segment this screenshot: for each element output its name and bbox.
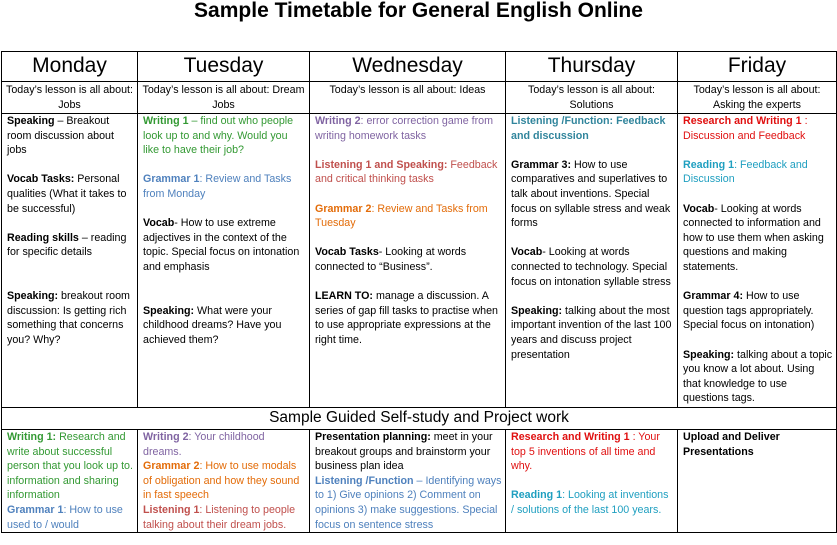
topic-wednesday: Today’s lesson is all about: Ideas xyxy=(310,82,506,114)
friday-vocab-text: - Looking at words connected to information and how to use them when asking questions and making statements. xyxy=(683,202,824,273)
monday-speaking-2-label: Speaking: xyxy=(7,290,59,303)
self-study-header-row xyxy=(2,408,837,430)
friday-vocab xyxy=(683,202,833,275)
page-title: Sample Timetable for General English Online xyxy=(194,0,643,22)
self-study-cell-wednesday xyxy=(310,430,506,533)
thursday-listening xyxy=(511,114,674,143)
ss-wednesday-presentation-text: meet in your breakout groups and brainstorm your business plan idea xyxy=(315,431,493,473)
friday-reading xyxy=(683,158,833,187)
tuesday-writing-label: Writing 1 xyxy=(143,115,189,127)
topic-monday: Today’s lesson is all about: Jobs xyxy=(2,82,138,114)
monday-reading-label: Reading skills xyxy=(7,231,79,244)
friday-grammar xyxy=(683,289,833,333)
friday-speaking xyxy=(683,348,833,406)
ss-tuesday-listening-text: : Listening to people talking about their dream jobs. xyxy=(143,503,296,531)
tuesday-writing xyxy=(143,114,306,158)
ss-thursday-research-text: : Your top 5 inventions of all time and why. xyxy=(511,431,660,473)
ss-monday-writing xyxy=(7,430,134,503)
monday-speaking-2 xyxy=(7,289,134,347)
ss-tuesday-writing-label: Writing 2 xyxy=(143,431,189,443)
wednesday-vocab-label: Vocab Tasks xyxy=(315,246,379,259)
tuesday-grammar-text: : Review and Tasks from Monday xyxy=(143,173,292,200)
monday-vocab-label: Vocab Tasks: xyxy=(7,173,75,186)
monday-vocab xyxy=(7,172,134,216)
thursday-speaking-text: talking about the most important invention of the last 100 years and discuss project presentation xyxy=(511,304,672,361)
thursday-vocab xyxy=(511,245,674,289)
topic-thursday: Today’s lesson is all about: Solutions xyxy=(506,82,678,114)
thursday-grammar-label: Grammar 3: xyxy=(511,158,571,171)
wednesday-writing xyxy=(315,114,502,143)
day-header-row xyxy=(2,52,837,82)
tuesday-vocab-text: - How to use extreme adjectives in the context of the topic. Special focus on intonation and emphasis xyxy=(143,217,300,273)
wednesday-learn-to-label: LEARN TO: xyxy=(315,290,373,303)
lesson-cell-wednesday xyxy=(310,114,506,408)
wednesday-writing-label: Writing 2 xyxy=(315,115,361,127)
wednesday-listening-text: Feedback and critical thinking tasks xyxy=(315,158,498,186)
ss-thursday-research xyxy=(511,430,674,474)
friday-speaking-label: Speaking: xyxy=(683,348,735,361)
lesson-cell-monday xyxy=(2,114,138,408)
ss-wednesday-listening-label: Listening /Function xyxy=(315,474,414,487)
day-header-thursday: Thursday xyxy=(506,52,678,82)
self-study-cell-thursday xyxy=(506,430,678,533)
monday-speaking-2-text: breakout room discussion: Is getting rich something that concerns you? Why? xyxy=(7,290,130,346)
thursday-speaking-label: Speaking: xyxy=(511,304,563,317)
wednesday-writing-text: : error correction game from writing homework tasks xyxy=(315,115,493,142)
wednesday-listening xyxy=(315,158,502,187)
ss-wednesday-presentation-label: Presentation planning: xyxy=(315,431,431,443)
ss-thursday-research-label: Research and Writing 1 xyxy=(511,431,630,443)
wednesday-grammar xyxy=(315,202,502,231)
monday-vocab-text: Personal qualities (What it takes to be successful) xyxy=(7,173,127,215)
ss-monday-writing-text: Research and write about successful person that you look up to. information and sharing information xyxy=(7,431,133,502)
ss-wednesday-listening-text: – Identifying ways to 1) Give opinions 2) Comment on opinions 3) make suggestions. Special focus on sentence stress xyxy=(315,474,502,531)
day-header-wednesday: Wednesday xyxy=(310,52,506,82)
tuesday-speaking-text: What were your childhood dreams? Have you achieved them? xyxy=(143,304,282,346)
lesson-cell-friday xyxy=(678,114,837,408)
thursday-grammar xyxy=(511,158,674,231)
self-study-title: Sample Guided Self-study and Project work xyxy=(2,408,837,430)
ss-tuesday-writing xyxy=(143,430,306,459)
ss-thursday-reading-label: Reading 1 xyxy=(511,489,563,502)
friday-research-text: : Discussion and Feedback xyxy=(683,115,808,142)
tuesday-grammar-label: Grammar 1 xyxy=(143,173,200,186)
ss-tuesday-listening xyxy=(143,503,306,532)
friday-research-label: Research and Writing 1 xyxy=(683,115,802,127)
monday-reading-text: – reading for specific details xyxy=(7,231,127,259)
friday-vocab-label: Vocab xyxy=(683,202,715,215)
wednesday-vocab-text: - Looking at words connected to “Business”. xyxy=(315,246,467,273)
day-header-tuesday: Tuesday xyxy=(138,52,310,82)
tuesday-vocab-label: Vocab xyxy=(143,217,175,230)
wednesday-learn-to xyxy=(315,289,502,347)
day-header-friday: Friday xyxy=(678,52,837,82)
lesson-cell-tuesday xyxy=(138,114,310,408)
self-study-cell-monday xyxy=(2,430,138,533)
timetable xyxy=(1,51,837,533)
tuesday-speaking-label: Speaking: xyxy=(143,304,195,317)
self-study-row xyxy=(2,430,837,533)
ss-tuesday-grammar xyxy=(143,459,306,503)
friday-grammar-label: Grammar 4: xyxy=(683,290,743,303)
ss-monday-grammar-text: : How to use used to / would xyxy=(7,503,123,531)
thursday-listening-label: Listening /Function: Feedback and discussion xyxy=(511,115,666,142)
self-study-cell-tuesday xyxy=(138,430,310,533)
wednesday-vocab xyxy=(315,245,502,274)
ss-tuesday-writing-text: : Your childhood dreams. xyxy=(143,431,265,458)
ss-thursday-reading xyxy=(511,488,674,517)
thursday-vocab-text: - Looking at words connected to technology. Special focus on intonation syllable stress xyxy=(511,246,671,288)
wednesday-grammar-label: Grammar 2 xyxy=(315,202,372,215)
ss-friday-upload-label: Upload and Deliver Presentations xyxy=(683,431,780,458)
tuesday-writing-text: – find out who people look up to and why. Would you like to have their job? xyxy=(143,115,294,157)
thursday-vocab-label: Vocab xyxy=(511,246,543,259)
topic-friday: Today’s lesson is all about: Asking the experts xyxy=(678,82,837,114)
monday-reading xyxy=(7,231,134,260)
ss-tuesday-grammar-text: : How to use modals of obligation and how they sound in fast speech xyxy=(143,460,300,502)
ss-monday-grammar xyxy=(7,503,134,532)
ss-monday-writing-label: Writing 1: xyxy=(7,431,57,443)
ss-tuesday-grammar-label: Grammar 2 xyxy=(143,460,200,473)
friday-reading-text: : Feedback and Discussion xyxy=(683,158,808,186)
friday-research xyxy=(683,114,833,143)
tuesday-grammar xyxy=(143,172,306,201)
ss-monday-grammar-label: Grammar 1 xyxy=(7,503,64,516)
ss-thursday-reading-text: : Looking at inventions / solutions of the last 100 years. xyxy=(511,489,669,516)
monday-speaking-label: Speaking xyxy=(7,115,55,127)
ss-wednesday-listening xyxy=(315,474,502,532)
thursday-grammar-text: How to use comparatives and superlatives to talk about inventions. Special focus on syllable stress and weak forms xyxy=(511,158,671,230)
ss-friday-upload xyxy=(683,430,833,459)
friday-grammar-text: How to use question tags appropriately. Special focus on intonation) xyxy=(683,290,815,332)
ss-tuesday-listening-label: Listening 1 xyxy=(143,503,200,516)
friday-reading-label: Reading 1 xyxy=(683,158,735,171)
wednesday-learn-to-text: manage a discussion. A series of gap fill tasks to practise when to use appropriate expressions at the right time. xyxy=(315,290,498,346)
lesson-row xyxy=(2,114,837,408)
ss-wednesday-presentation xyxy=(315,430,502,474)
monday-speaking-text: – Breakout room discussion about jobs xyxy=(7,115,114,157)
self-study-cell-friday xyxy=(678,430,837,533)
day-header-monday: Monday xyxy=(2,52,138,82)
friday-speaking-text: talking about a topic you know a lot about. Using that knowledge to use questions tags. xyxy=(683,348,833,405)
wednesday-grammar-text: : Review and Tasks from Tuesday xyxy=(315,202,488,230)
topic-tuesday: Today’s lesson is all about: Dream Jobs xyxy=(138,82,310,114)
lesson-cell-thursday xyxy=(506,114,678,408)
tuesday-speaking xyxy=(143,304,306,348)
tuesday-vocab xyxy=(143,216,306,274)
wednesday-listening-label: Listening 1 and Speaking: xyxy=(315,158,448,171)
topic-row xyxy=(2,82,837,114)
monday-speaking xyxy=(7,114,134,158)
thursday-speaking xyxy=(511,304,674,362)
